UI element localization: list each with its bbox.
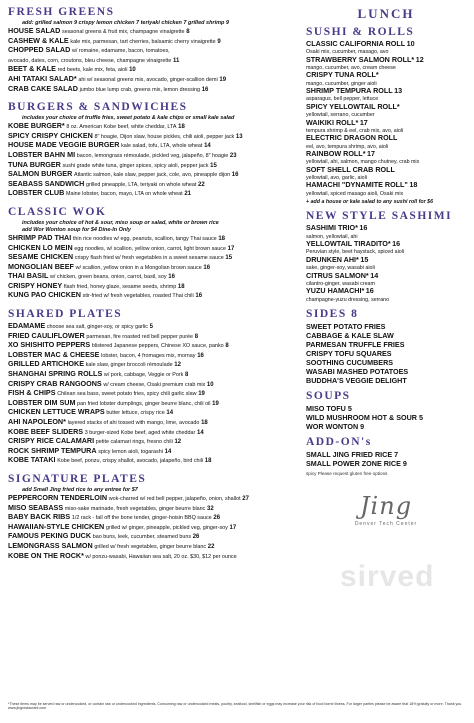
item-price: 16	[392, 240, 401, 249]
item-price: 11	[173, 57, 180, 64]
item-price: 5	[347, 403, 352, 413]
item-description: seasonal greens & fruit mix, champagne vinaigrette	[62, 29, 185, 35]
item-price: 26	[213, 515, 221, 522]
item-price: 10	[206, 381, 214, 388]
item-description: yellowtail, serrano, cucumber	[306, 112, 375, 119]
item-description: layered stacks of ahi tossed with mango, lime, avocado	[67, 420, 200, 426]
menu-item	[8, 56, 300, 66]
side-item: CABBAGE & KALE SLAW	[306, 330, 394, 340]
item-price: 16	[197, 352, 204, 359]
menu-item	[8, 161, 300, 171]
item-price: 18	[218, 235, 226, 242]
sides-list	[306, 322, 466, 385]
left-column	[8, 6, 300, 561]
menu-item	[8, 170, 300, 180]
legend-text: spicy Please request gluten free options	[306, 470, 388, 476]
item-name: YELLOWTAIL TIRADITO*	[306, 240, 391, 249]
item-name: GRILLED ARTICHOKE	[8, 360, 84, 369]
item-description: 8 oz. American Kobe beef, white cheddar, LTA	[66, 124, 177, 131]
item-price: 12	[415, 55, 424, 64]
item-price: 5	[149, 324, 153, 331]
priced-item	[306, 450, 466, 459]
sashimi-heading: NEW STYLE SASHIMI	[306, 210, 453, 223]
item-description: w/ scallion, yellow onion in a Mongolian brown sauce	[75, 264, 202, 271]
item-name: SALMON BURGER	[8, 170, 73, 179]
item-description: grilled w/ ginger, pineapple, pickled veg, ginger-soy	[105, 524, 228, 531]
item-name: AHI NAPOLEON*	[8, 418, 66, 426]
menu-item	[8, 494, 300, 504]
item-name: KOBE BURGER*	[8, 122, 65, 131]
item-description: salmon, yellowtail, ahi	[306, 233, 358, 240]
lunch-item	[306, 166, 466, 182]
sushi-list	[306, 40, 466, 197]
item-name: WAIKIKI ROLL*	[306, 118, 359, 127]
disclaimer: *These items may be served raw or undercooked, or contain raw or undercooked ingredients. Consuming raw or undercooked meats, poultry, seafood, shellfish or eggs may increase your risk of food borne illness. For larger parties please be aware that 18% gratuity or more. Thank you. www.jingrestaurant.com	[8, 702, 463, 711]
signature-list	[8, 494, 300, 561]
soups-heading: SOUPS	[306, 389, 351, 402]
classic-wok-heading: CLASSIC WOK	[8, 205, 107, 218]
menu-item	[8, 234, 300, 244]
item-description: petite calamari rings, fresno chili	[95, 439, 173, 446]
item-price: 21	[184, 191, 192, 198]
item-name: XO SHISHITO PEPPERS	[8, 341, 91, 350]
item-name: SPICY YELLOWTAIL ROLL*	[306, 102, 400, 111]
side-item: SWEET POTATO FRIES	[306, 321, 386, 331]
item-name: CRAB CAKE SALAD	[8, 84, 78, 93]
menu-item	[8, 437, 300, 447]
menu-item	[8, 85, 300, 95]
logo-location: Denver Tech Center	[354, 520, 418, 527]
item-name: KOBE ON THE ROCK*	[8, 551, 84, 560]
item-name: SHANGHAI SPRING ROLLS	[8, 370, 103, 379]
shared-plates-list	[8, 322, 300, 466]
item-description: w/ chicken, green beans, onion, carrot, basil, soy	[50, 274, 167, 281]
item-description: red beets, kale mix, feta, aioli	[57, 67, 128, 74]
item-price: 15	[360, 255, 369, 264]
lunch-item	[306, 87, 466, 103]
lunch-item	[306, 40, 466, 56]
side-item: PARMESAN TRUFFLE FRIES	[306, 339, 405, 349]
menu-item	[8, 447, 300, 457]
item-name: CASHEW & KALE	[8, 36, 69, 45]
burgers-list	[8, 122, 300, 199]
item-price: 22	[198, 181, 205, 188]
addons-list	[306, 450, 466, 468]
item-name: RAINBOW ROLL*	[306, 149, 366, 158]
item-name: CLASSIC CALIFORNIA ROLL	[306, 40, 406, 48]
item-name: LOBSTER CLUB	[8, 189, 65, 198]
sushi-heading: SUSHI & ROLLS	[306, 26, 415, 38]
fresh-greens-note: add: grilled salmon 9 crispy lemon chicken 7 teriyaki chicken 7 grilled shrimp 9	[22, 20, 229, 26]
item-description: flash fried, honey glaze, sesame seeds, shrimp	[63, 283, 177, 290]
item-description: bacon, lemongrass rémoulade, pickled veg, jalapeño, 8" hoagie	[76, 152, 229, 159]
menu-item	[8, 65, 300, 75]
item-description: 8" hoagie, Dijon slaw, house pickles, chili aioli, pepper jack	[94, 133, 235, 140]
item-name: MISO TOFU	[306, 403, 346, 413]
signature-note: add Small Jing fried rice to any entree for $7	[22, 486, 138, 493]
item-price: 18	[177, 283, 185, 290]
item-price: 17	[367, 149, 375, 158]
side-item: SOOTHING CUCUMBERS	[306, 357, 394, 367]
item-price: 8	[225, 343, 229, 350]
item-price: 19	[198, 391, 205, 398]
priced-item	[306, 422, 466, 431]
menu-item	[8, 389, 300, 399]
lunch-heading: LUNCH	[357, 6, 415, 21]
menu-item	[8, 282, 300, 292]
item-name: MONGOLIAN BEEF	[8, 262, 74, 271]
lunch-item	[306, 103, 466, 119]
item-name: LOBSTER DIM SUM	[8, 398, 76, 407]
item-price: 9	[360, 421, 365, 431]
item-price: 16	[365, 287, 374, 296]
item-description: pan fried lobster dumplings, ginger beurre blanc, chili oil	[77, 400, 211, 407]
item-price: 18	[201, 420, 208, 426]
item-description: w/ pork, cabbage, Veggie or Pork	[103, 372, 184, 379]
menu-item	[8, 189, 300, 199]
item-price: 15	[210, 162, 217, 169]
item-price: 10	[406, 40, 415, 48]
burgers-note: includes your choice of truffle fries, sweet potato & kale chips or small kale salad	[22, 115, 235, 122]
signature-heading: SIGNATURE PLATES	[8, 472, 147, 485]
watermark: sirved	[340, 560, 435, 593]
item-price: 15	[225, 255, 233, 262]
item-name: LOBSTER MAC & CHEESE	[8, 350, 100, 359]
item-price: 18	[178, 124, 185, 131]
menu-item	[8, 408, 300, 418]
item-name: LEMONGRASS SALMON	[8, 541, 93, 550]
item-description: Osaki mix, cucumber, masago, avo	[306, 49, 389, 56]
side-item: WASABI MASHED POTATOES	[306, 366, 409, 376]
priced-item	[306, 413, 466, 422]
menu-item	[8, 351, 300, 361]
item-name: HOUSE MADE VEGGIE BURGER	[8, 141, 120, 150]
item-price: 14	[204, 143, 211, 150]
item-description: avocado, dates, corn, croutons, bleu cheese, champagne vinaigrette	[8, 57, 172, 64]
lunch-item	[306, 272, 466, 288]
item-description: grilled w/ fresh vegetables, ginger beurre blanc	[94, 543, 207, 550]
lunch-item	[306, 240, 466, 256]
item-price: 26	[192, 534, 200, 541]
item-name: FAMOUS PEKING DUCK	[8, 532, 92, 541]
item-price: 16	[201, 86, 209, 93]
item-price: 17	[227, 245, 235, 252]
menu-item	[8, 370, 300, 380]
item-description: Kobe beef, ponzu, crispy shallot, avocado, jalapeño, bird chili	[57, 458, 204, 465]
menu-item	[8, 380, 300, 390]
item-name: YUZU HAMACHI*	[306, 287, 365, 296]
right-column	[306, 6, 466, 527]
item-price: 16	[231, 172, 239, 179]
item-description: miso-sake marinade, fresh vegetables, ginger beurre blanc	[64, 505, 206, 512]
item-name: SHRIMP PAD THAI	[8, 233, 72, 242]
item-name: FRIED CAULIFLOWER	[8, 331, 85, 340]
item-price: 13	[235, 133, 243, 140]
item-price: 14	[166, 410, 174, 417]
item-description: crispy flash fried w/ fresh vegetables in a sweet sesame sauce	[74, 255, 224, 262]
item-description: yellowtail, avo, garlic, aioli	[306, 174, 367, 181]
lunch-item	[306, 56, 466, 72]
logo-wordmark: Jing	[359, 491, 413, 520]
item-description: 3 burger-sized Kobe beef, aged white cheddar	[84, 429, 196, 436]
item-description: lobster, bacon, 4 fromages mix, mornay	[101, 352, 196, 359]
item-name: CRISPY CRAB RANGOONS	[8, 379, 102, 388]
item-description: parmesan, fire roasted red bell pepper purée	[86, 333, 194, 340]
item-description: cilantro-ginger, wasabi cream	[306, 280, 375, 287]
item-description: Chilean sea bass, sweet potato fries, spicy chili garlic slaw	[57, 391, 197, 398]
item-price: 16	[168, 274, 175, 281]
item-name: KOBE TATAKI	[8, 456, 56, 465]
item-name: WILD MUSHROOM HOT & SOUR	[306, 412, 417, 422]
item-description: Atlantic salmon, kale slaw, pepper jack, cole, avo, pineapple dijon	[73, 172, 231, 179]
item-name: SMALL JING FRIED RICE	[306, 449, 393, 459]
item-description: sushi grade white tuna, ginger spices, spicy aioli, pepper jack	[62, 162, 209, 169]
item-name: CHICKEN LO MEIN	[8, 243, 73, 252]
lunch-item	[306, 256, 466, 272]
lunch-item	[306, 134, 466, 150]
item-description: yellowtail, spiced masago aioli, Osaki mix	[306, 190, 404, 197]
item-name: WOR WONTON	[306, 421, 359, 431]
item-price: 14	[197, 429, 204, 436]
item-description: w/ cream cheese, Osaki premium crab mix	[103, 381, 206, 388]
item-description: kale mix, parmesan, tart cherries, balsamic cherry vinaigrette	[70, 38, 216, 45]
item-price: 19	[212, 400, 219, 407]
item-name: BABY BACK RIBS	[8, 513, 71, 522]
item-description: jumbo blue lump crab, greens mix, lemon dressing	[79, 86, 201, 93]
item-name: LOBSTER BAHN MI	[8, 150, 76, 159]
item-description: thin rice noodles w/ egg, peanuts, scallion, tangy Thai sauce	[72, 235, 217, 242]
shared-plates-heading: SHARED PLATES	[8, 308, 123, 321]
menu-item	[8, 27, 300, 37]
menu-item	[8, 151, 300, 161]
item-price: 8	[185, 372, 189, 379]
item-description: asparagus, bell pepper, lettuce	[306, 96, 379, 103]
item-description: w/ ponzu-wasabi, Hawaiian sea salt, 20 oz. $30, $12 per ounce	[85, 553, 237, 560]
lunch-item	[306, 150, 466, 166]
menu-item	[8, 360, 300, 370]
item-price: 16	[359, 224, 368, 233]
item-description: mango, cucumber, ginger aioli	[306, 80, 377, 87]
item-name: SPICY CRISPY CHICKEN	[8, 131, 93, 140]
item-price: 14	[164, 448, 172, 455]
logo	[306, 492, 466, 527]
menu-item	[8, 341, 300, 351]
item-description: champagne-yuzu dressing, serrano	[306, 296, 390, 303]
classic-wok-list	[8, 234, 300, 301]
item-description: choose sea salt, ginger-soy, or spicy garlic	[46, 324, 148, 331]
menu-item	[8, 542, 300, 552]
menu-item	[8, 428, 300, 438]
menu-item	[8, 418, 300, 428]
menu-item	[8, 141, 300, 151]
item-description: w/ romaine, edamame, bacon, tomatoes,	[71, 48, 170, 55]
menu-item	[8, 332, 300, 342]
item-description: bao buns, leek, cucumber, steamed buns	[92, 534, 192, 541]
priced-item	[306, 459, 466, 468]
item-description: wok-charred w/ red bell pepper, jalapeño, onion, shallot	[108, 495, 241, 502]
menu-item	[8, 523, 300, 533]
item-name: MISO SEABASS	[8, 503, 64, 512]
sashimi-list	[306, 224, 466, 303]
item-price: 12	[174, 362, 181, 369]
item-name: DRUNKEN AHI*	[306, 255, 359, 264]
item-name: HAWAIIAN-STYLE CHICKEN	[8, 522, 105, 531]
item-name: THAI BASIL	[8, 272, 49, 281]
item-description: tempura shrimp & eel, crab mix, avo, aioli	[306, 127, 404, 134]
menu-item	[8, 399, 300, 409]
item-description: butter lettuce, crispy rice	[106, 410, 165, 417]
item-description: grilled pineapple, LTA, teriyaki on whole wheat	[85, 181, 197, 188]
item-name: EDAMAME	[8, 322, 46, 331]
menu-item	[8, 244, 300, 254]
menu-item	[8, 253, 300, 263]
item-name: HOUSE SALAD	[8, 27, 61, 35]
item-name: SESAME CHICKEN	[8, 253, 74, 262]
lunch-item	[306, 119, 466, 135]
lunch-item	[306, 224, 466, 240]
item-price: 17	[359, 118, 368, 127]
burgers-heading: BURGERS & SANDWICHES	[8, 101, 188, 114]
item-price: 5	[419, 412, 423, 422]
item-name: CHICKEN LETTUCE WRAPS	[8, 408, 105, 417]
item-price: 8	[186, 29, 190, 35]
item-price: 16	[203, 264, 211, 271]
addons-heading: ADD-ON's	[306, 435, 372, 448]
item-price: 14	[370, 271, 379, 280]
item-price: 22	[207, 543, 215, 550]
item-price: 8	[194, 333, 199, 340]
item-description: ahi w/ seasonal greens mix, avocado, ginger-scallion demi	[78, 76, 218, 83]
menu-item	[8, 513, 300, 523]
item-name: FISH & CHIPS	[8, 389, 56, 398]
item-price: 9	[402, 458, 407, 468]
menu-item	[8, 75, 300, 85]
menu-item	[8, 322, 300, 332]
item-name: SEABASS SANDWICH	[8, 179, 85, 188]
item-price: 16	[195, 293, 203, 300]
menu-item	[8, 46, 300, 56]
item-description: 1/2 rack - fall off the bone tender, ginger-hoisin BBQ sauce	[71, 515, 212, 522]
item-description: kale slaw, ginger broccoli rémoulade	[85, 362, 173, 369]
item-name: CRISPY TUNA ROLL*	[306, 71, 379, 80]
item-description: Peruvian style, beet haystack, spiced aioli	[306, 249, 405, 256]
fresh-greens-heading: FRESH GREENS	[8, 6, 115, 18]
lunch-item	[306, 71, 466, 87]
item-name: BEET & KALE	[8, 65, 56, 74]
item-name: CHOPPED SALAD	[8, 46, 71, 55]
item-price: 23	[229, 152, 237, 159]
item-description: sake, ginger-soy, wasabi aioli	[306, 265, 375, 272]
item-price: 32	[207, 505, 214, 512]
item-name: CRISPY HONEY	[8, 281, 63, 290]
menu-item	[8, 132, 300, 142]
lunch-item	[306, 181, 466, 197]
item-name: PEPPERCORN TENDERLOIN	[8, 493, 108, 502]
item-description: Maine lobster, bacon, mayo, LTA on whole wheat	[65, 191, 183, 198]
item-price: 17	[229, 524, 237, 531]
item-name: HAMACHI "DYNAMITE ROLL"	[306, 181, 408, 190]
menu-item	[8, 291, 300, 301]
item-price: 13	[394, 87, 403, 96]
item-name: AHI TATAKI SALAD*	[8, 74, 77, 83]
item-name: ROCK SHRIMP TEMPURA	[8, 446, 97, 455]
item-name: KUNG PAO CHICKEN	[8, 291, 81, 300]
sushi-note: + add a house or kale salad to any sushi roll for $6	[306, 199, 434, 206]
item-price: 18	[204, 458, 212, 465]
menu-item	[8, 456, 300, 466]
fresh-greens-list	[8, 27, 300, 94]
item-description: egg noodles, w/ scallion, yellow onion, carrot, light brown sauce	[74, 245, 226, 252]
item-name: STRAWBERRY SALMON ROLL*	[306, 55, 415, 64]
item-description: blistered Japanese peppers, Chinese XO sauce, panko	[91, 343, 224, 350]
menu-item	[8, 180, 300, 190]
item-description: mango, cucumber, avo, cream cheese	[306, 65, 396, 71]
item-price: 19	[219, 76, 227, 83]
item-description: stir-fried w/ fresh vegetables, roasted Thai chili	[82, 293, 194, 300]
menu-item	[8, 122, 300, 132]
item-price: 7	[394, 449, 399, 459]
item-name: SASHIMI TRIO*	[306, 224, 358, 233]
side-item: CRISPY TOFU SQUARES	[306, 348, 392, 358]
classic-wok-note-2: add Wor Wonton soup for $4 Dine-In Only	[22, 226, 131, 233]
item-price: 27	[242, 495, 249, 502]
menu-item	[8, 504, 300, 514]
item-name: SMALL POWER ZONE RICE	[306, 458, 401, 468]
item-price: 12	[174, 439, 182, 446]
item-name: ELECTRIC DRAGON ROLL	[306, 134, 398, 143]
menu-item	[8, 263, 300, 273]
menu-item	[8, 272, 300, 282]
item-price: 9	[217, 38, 221, 45]
item-description: yellowtail, ahi, salmon, mango chutney, crab mix	[306, 159, 420, 166]
menu-item	[8, 552, 300, 562]
lunch-item	[306, 287, 466, 303]
item-description: eel, avo, tempura shrimp, avo, aioli	[306, 143, 389, 150]
item-price: 18	[409, 181, 418, 190]
menu-item	[8, 37, 300, 47]
item-price: 10	[129, 67, 136, 74]
item-name: SHRIMP TEMPURA ROLL	[306, 87, 393, 96]
sides-heading: SIDES 8	[306, 307, 359, 320]
menu-item	[8, 532, 300, 542]
item-description: spicy lemon aioli, togarashi	[98, 448, 163, 455]
side-item: BUDDHA'S VEGGIE DELIGHT	[306, 375, 407, 385]
item-name: CITRUS SALMON*	[306, 271, 369, 280]
item-name: CRISPY RICE CALAMARI	[8, 437, 95, 446]
item-description: kale salad, tofu, LTA, whole wheat	[121, 143, 203, 150]
item-name: TUNA BURGER	[8, 160, 61, 169]
priced-item	[306, 404, 466, 413]
soups-list	[306, 404, 466, 431]
item-name: SOFT SHELL CRAB ROLL	[306, 165, 395, 174]
item-name: KOBE BEEF SLIDERS	[8, 427, 84, 436]
classic-wok-note: includes your choice of hot & sour, miso soup or salad, white or brown rice	[22, 219, 219, 226]
